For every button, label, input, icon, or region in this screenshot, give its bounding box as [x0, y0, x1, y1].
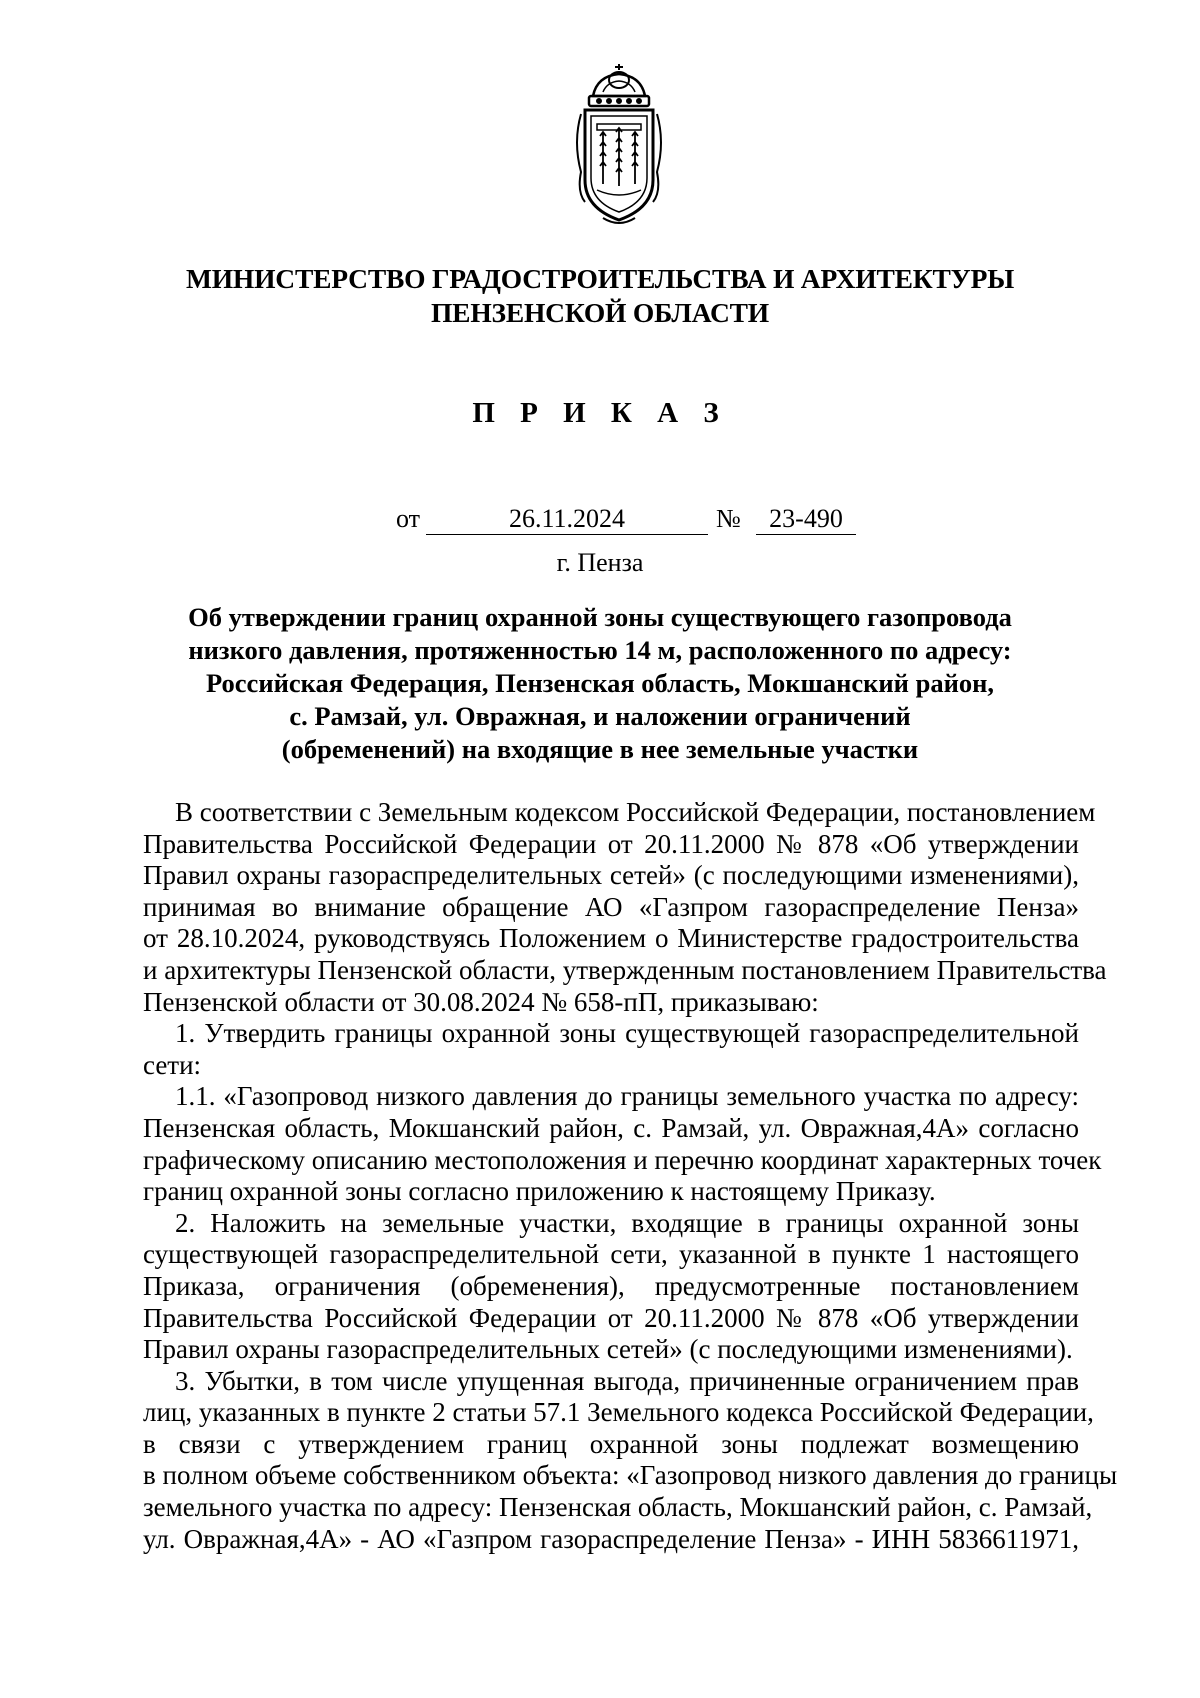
heading-line: Об утверждении границ охранной зоны существующего газопровода [188, 602, 1012, 632]
coat-of-arms-icon [567, 62, 671, 230]
body-line: Правил охраны газораспределительных сетей» (с последующими изменениями), [143, 860, 1079, 891]
body-line: Правил охраны газораспределительных сетей» (с последующими изменениями). [143, 1334, 1073, 1365]
ministry-line-1: МИНИСТЕРСТВО ГРАДОСТРОИТЕЛЬСТВА И АРХИТЕКТУРЫ [185, 263, 1015, 294]
body-line: В соответствии с Земельным кодексом Российской Федерации, постановлением [175, 797, 1096, 827]
body-line: графическому описанию местоположения и перечню координат характерных точек [143, 1144, 1102, 1175]
heading-line: низкого давления, протяженностью 14 м, расположенного по адресу: [188, 635, 1012, 665]
heading-line: (обременений) на входящие в нее земельные участки [281, 734, 919, 764]
order-date: 26.11.2024 [426, 502, 708, 535]
order-number: 23-490 [756, 502, 856, 535]
order-body [143, 797, 1118, 1555]
body-line: существующей газораспределительной сети, указанной в пункте 1 настоящего [143, 1239, 1079, 1270]
ministry-name [100, 262, 1100, 330]
body-line: Правительства Российской Федерации от 20.11.2000 № 878 «Об утверждении [143, 1302, 1079, 1333]
body-line: 1.1. «Газопровод низкого давления до границы земельного участка по адресу: [175, 1081, 1079, 1112]
body-line: сети: [143, 1049, 202, 1080]
body-line: земельного участка по адресу: Пензенская область, Мокшанский район, с. Рамзай, [143, 1492, 1093, 1523]
ministry-line-2: ПЕНЗЕНСКОЙ ОБЛАСТИ [430, 297, 769, 328]
body-line: 3. Убытки, в том числе упущенная выгода, причиненные ограничением прав [175, 1365, 1079, 1396]
heading-line: с. Рамзай, ул. Овражная, и наложении ограничений [289, 701, 911, 731]
body-line: от 28.10.2024, руководствуясь Положением о Министерстве градостроительства [143, 923, 1079, 954]
body-line: лиц, указанных в пункте 2 статьи 57.1 Земельного кодекса Российской Федерации, [143, 1397, 1094, 1428]
body-line: 2. Наложить на земельные участки, входящие в границы охранной зоны [175, 1207, 1079, 1238]
body-line: ул. Овражная,4А» - АО «Газпром газораспределение Пенза» - ИНН 5836611971, [143, 1523, 1079, 1554]
document-type: П Р И К А З [472, 397, 728, 429]
body-line: в связи с утверждением границ охранной зоны подлежат возмещению [143, 1428, 1079, 1459]
number-prefix: № [716, 504, 741, 533]
date-number-line [396, 502, 876, 536]
body-line: Пензенской области от 30.08.2024 № 658-пП, приказываю: [143, 986, 819, 1017]
body-line: Пензенская область, Мокшанский район, с. Рамзай, ул. Овражная,4А» согласно [143, 1112, 1079, 1143]
body-line: 1. Утвердить границы охранной зоны существующей газораспределительной [175, 1018, 1079, 1049]
body-line: Правительства Российской Федерации от 20.11.2000 № 878 «Об утверждении [143, 828, 1079, 859]
order-heading [120, 601, 1080, 766]
city: г. Пенза [556, 548, 644, 577]
body-line: Приказа, ограничения (обременения), предусмотренные постановлением [143, 1270, 1079, 1301]
body-line: и архитектуры Пензенской области, утвержденным постановлением Правительства [143, 954, 1107, 985]
date-prefix: от [396, 504, 421, 533]
body-line: принимая во внимание обращение АО «Газпром газораспределение Пенза» [143, 891, 1079, 922]
body-line: границ охранной зоны согласно приложению к настоящему Приказу. [143, 1176, 936, 1207]
heading-line: Российская Федерация, Пензенская область, Мокшанский район, [206, 668, 994, 698]
body-line: в полном объеме собственником объекта: «Газопровод низкого давления до границы [143, 1460, 1118, 1491]
